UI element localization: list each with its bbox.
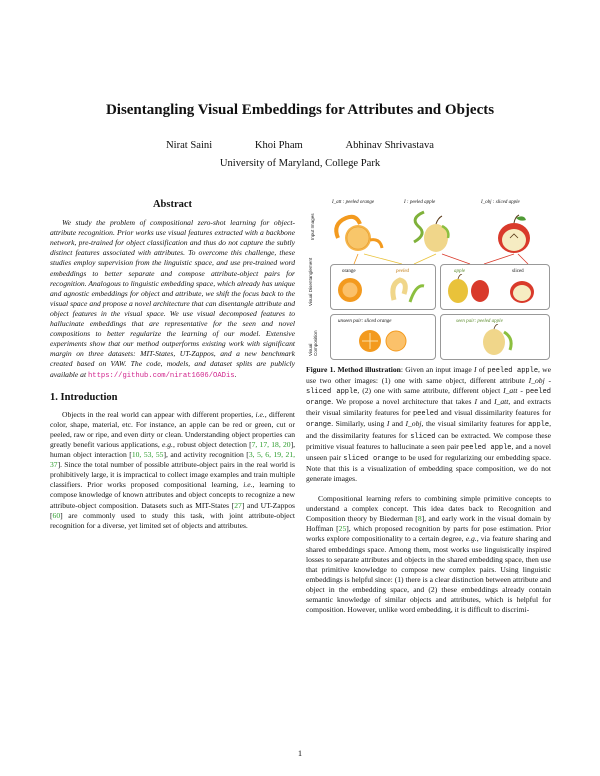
label-unseen-pair: unseen pair: sliced orange xyxy=(338,319,392,324)
citation-link[interactable]: 7, 17, 18, 20 xyxy=(251,439,291,449)
composed-pairs-illustration xyxy=(330,324,550,358)
sliced-apple-image xyxy=(498,215,530,253)
row-label-compose: Visual Composition xyxy=(308,330,318,356)
citation-link[interactable]: 8 xyxy=(417,514,422,524)
intro-heading: 1. Introduction xyxy=(50,391,118,403)
disentangled-features-illustration xyxy=(330,274,550,308)
label-apple: apple xyxy=(454,269,466,274)
author-name: Nirat Saini xyxy=(165,140,213,151)
label-sliced: sliced xyxy=(512,269,524,274)
row-label-input: Input Images xyxy=(310,213,315,240)
abstract-heading: Abstract xyxy=(152,199,193,210)
citation-link[interactable]: 10, 53, 55 xyxy=(131,450,164,460)
input-images-illustration xyxy=(324,204,549,256)
code-link[interactable]: https://github.com/nirat1606/OADis xyxy=(87,371,235,380)
author-name: Khoi Pham xyxy=(254,140,303,151)
label-orange: orange xyxy=(342,269,356,274)
affiliation: University of Maryland, College Park xyxy=(219,158,381,169)
author-list xyxy=(0,140,600,151)
peeled-orange-image xyxy=(336,217,382,251)
label-iobj: I_obj : sliced apple xyxy=(481,200,520,205)
method-figure xyxy=(306,196,551,361)
citation-link[interactable]: 25 xyxy=(338,524,347,534)
peeled-apple-image xyxy=(414,212,448,252)
intro-paragraph: Objects in the real world can appear with different properties, i.e., different color, shape, material, etc. For instance, an apple can be red or green, cut or peeled, raw or ripe, and even dirty or clean. Understanding object properties can greatly benefit various applications, e.g., robust object detection [7, 17, 18, 20], human object interaction [10, 53, 55], and activity recognition [3, 5, 6, 19, 21, 37]. Since the total number of possible attribute-object pairs in the real world is prohibitively large, it is impractical to collect image examples and train multiple classifiers. Prior works proposed compositional learning, i.e., learning to compose knowledge of known attributes and object concepts to recognize a new attribute-object composition. Datasets such as MIT-States [27] and UT-Zappos [60] are commonly used to study this task, with joint attribute-object recognition for a diverse, yet limited set of objects and attributes. xyxy=(50,409,296,530)
left-column xyxy=(50,200,295,531)
intro-paragraph-2: Compositional learning refers to combining simple primitive concepts to understand a complex concept. This idea dates back to Recognition and Composition theory by Biederman [8], and early work in the visual domain by Hoffman [25], which proposed recognition by parts for pose estimation. Prior works explore compositionality to a certain degree, e.g., via feature sharing and shared embeddings space. Among them, most works use linguistically inspired losses to separate attributes and objects in the shared embedding space, then use that primitive knowledge to compose new complex pairs. Using linguistic embeddings is helpful since: (1) there is a clear distinction between attribute and object in the embedding space, and (2) these embeddings already contain semantic knowledge of similar objects and attributes, which is helpful for composition. However, unlike word embedding, it is difficult to discrimi- xyxy=(306,494,552,615)
label-iatt: I_att : peeled orange xyxy=(332,200,375,205)
right-column xyxy=(306,196,551,615)
row-label-disentangle: Visual Disentanglement xyxy=(308,257,313,306)
figure-caption: Figure 1. Method illustration: Given an input image I of peeled apple, we use two other images: (1) one with same object, different attribute I_obj - sliced apple, (2) one with same attribute, different object I_att - peeled orange. We propose a novel architecture that takes I and I_att, and extracts their visual similarity features for peeled and visual dissimilarity features for orange. Similarly, using I and I_obj, the visual similarity features for apple, and the dissimilarity features for sliced can be extracted. We compose these primitive visual features to hallucinate a seen pair peeled apple, and a novel unseen pair sliced orange to be used for regularizing our embedding space. Note that this is a visualization of embedding space composition, we do not generate images. xyxy=(306,365,552,483)
author-name: Abhinav Shrivastava xyxy=(345,140,435,151)
label-i: I : peeled apple xyxy=(404,200,436,205)
abstract-body: We study the problem of compositional zero-shot learning for object-attribute recognition. Prior works use visual features extracted with a backbone network, pre-trained for object classification and thus do not capture the subtly distinct features associated with attributes. To overcome this challenge, these studies employ supervision from the linguistic space, and use pre-trained word embeddings to better separate and compose attribute-object pairs for recognition. Analogous to linguistic embedding space, which already has unique and agnostic embeddings for object and attribute, we shift the focus back to the visual space and propose a novel architecture that can disentangle attribute and object features in the visual space. We use visual decomposed features to hallucinate embeddings that are representative for the seen and novel compositions to better regularize the learning of our model. Extensive experiments show that our method outperforms existing work with significant margin on three datasets: MIT-States, UT-Zappos, and a new benchmark created based on VAW. The code, models, and dataset splits are publicly available at xyxy=(50,218,296,379)
citation-link[interactable]: 60 xyxy=(52,510,61,520)
abstract-end: . xyxy=(234,369,237,379)
abstract-text xyxy=(50,218,295,381)
label-peeled: peeled xyxy=(396,269,410,274)
citation-link[interactable]: 27 xyxy=(234,500,242,510)
paper-title: Disentangling Visual Embeddings for Attributes and Objects xyxy=(105,102,495,118)
page-number: 1 xyxy=(297,748,303,758)
citation-link[interactable]: 3, 5, 6, 19, 21, 37 xyxy=(50,450,296,470)
label-seen-pair: seen pair: peeled apple xyxy=(456,319,503,324)
